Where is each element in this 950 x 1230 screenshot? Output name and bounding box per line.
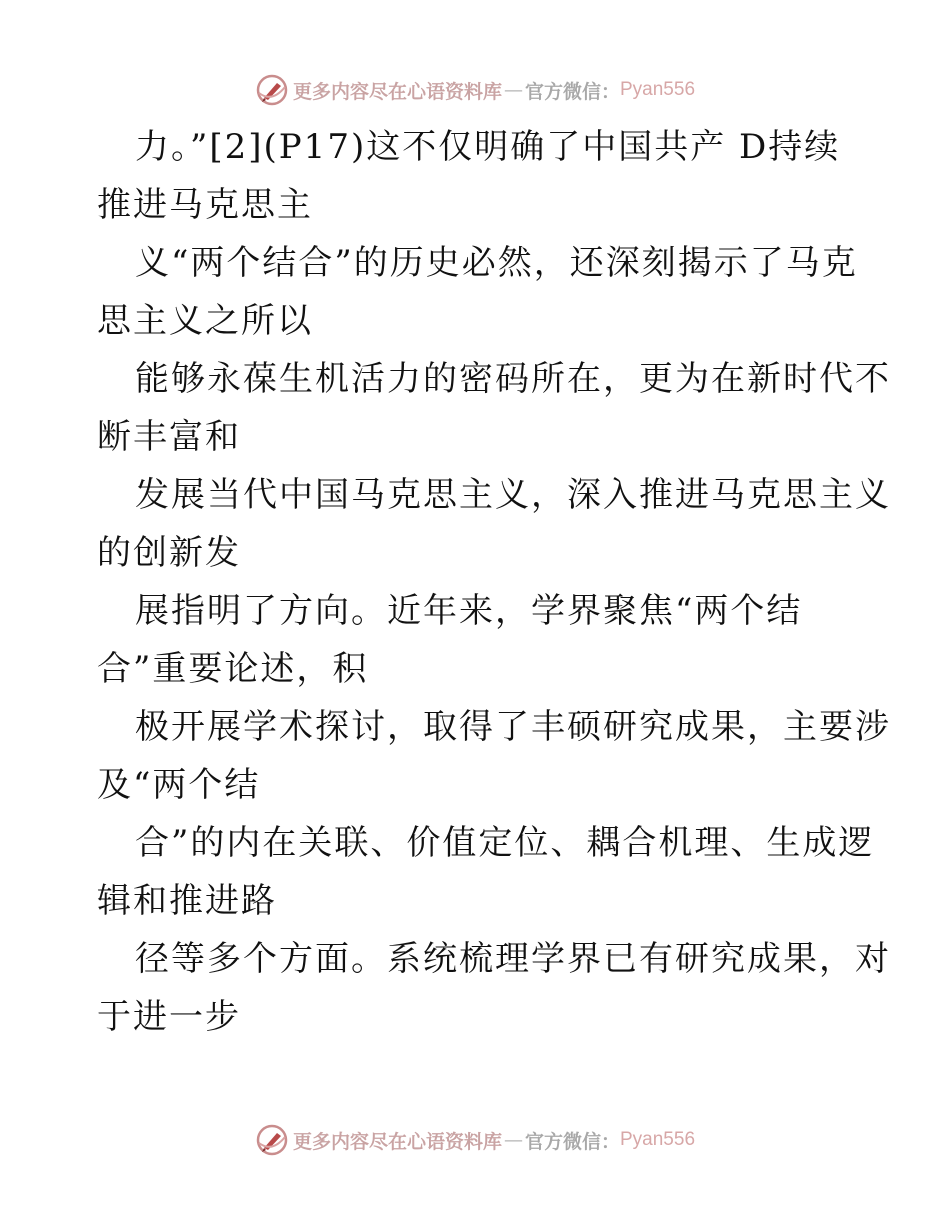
watermark-text [293,1127,695,1154]
watermark-brand: 更多内容尽在心语资料库 [292,1130,502,1153]
watermark-brand: 更多内容尽在心语资料库 [292,80,502,103]
text-line: 能够永葆生机活力的密码所在，更为在新时代不 [135,359,891,399]
watermark-label: 官方微信： [524,1130,620,1153]
text-line: 的创新发 [97,533,241,573]
text-line: 力。”[2](P17)这不仅明确了中国共产 D持续 [135,127,841,167]
watermark-text [293,77,695,104]
header-watermark [0,70,950,110]
text-line: 合”重要论述，积 [97,649,369,689]
watermark-wechat-id: Pyan556 [620,79,696,100]
text-line: 合”的内在关联、价值定位、耦合机理、生成逻 [135,823,875,863]
text-line: 推进马克思主 [97,185,313,225]
text-line: 于进一步 [97,997,241,1037]
watermark-dash: — [503,79,523,101]
watermark-label: 官方微信： [524,80,620,103]
pen-logo-icon [255,1123,289,1157]
pen-logo-icon [255,73,289,107]
watermark-wechat-id: Pyan556 [620,1129,696,1150]
text-line: 义“两个结合”的历史必然，还深刻揭示了马克 [135,243,858,283]
watermark-dash: — [503,1129,523,1151]
footer-watermark [0,1120,950,1160]
text-line: 径等多个方面。系统梳理学界已有研究成果，对 [135,939,891,979]
text-line: 极开展学术探讨，取得了丰硕研究成果，主要涉 [135,707,891,747]
text-line: 及“两个结 [97,765,261,805]
document-body [97,118,897,1046]
text-line: 展指明了方向。近年来，学界聚焦“两个结 [135,591,803,631]
text-line: 发展当代中国马克思主义，深入推进马克思主义 [135,475,891,515]
text-line: 辑和推进路 [97,881,277,921]
text-line: 断丰富和 [97,417,241,457]
text-line: 思主义之所以 [97,301,313,341]
